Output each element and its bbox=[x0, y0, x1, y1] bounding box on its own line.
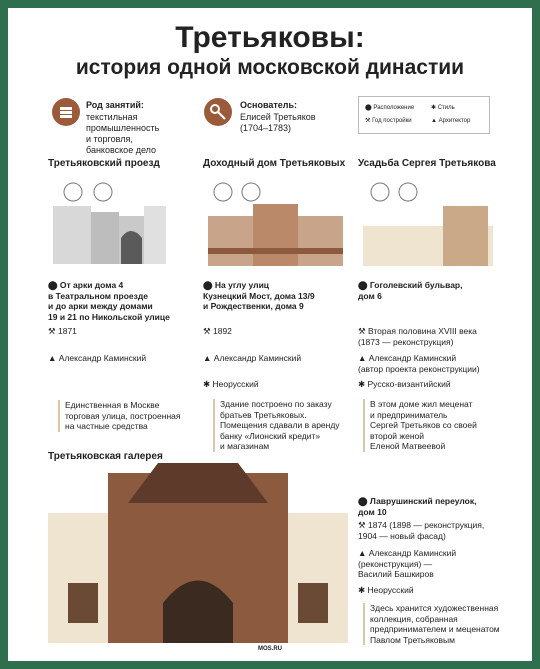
occupation-text: текстильная промышленность и торговля, банковское дело bbox=[86, 112, 160, 155]
occupation-heading: Род занятий: bbox=[86, 100, 144, 110]
hammer-icon: ⚒ bbox=[48, 326, 56, 336]
gallery-architect: ▲ Александр Каминский (реконструкция) — Василий Башкиров bbox=[358, 548, 457, 579]
col2-note: Здание построено по заказу братьев Третьяковых. Помещения сдавали в аренду банку «Лионский кредит» и магазинам bbox=[213, 399, 340, 452]
col1-year: ⚒ 1871 bbox=[48, 326, 77, 336]
col2-architect: ▲ Александр Каминский bbox=[203, 353, 302, 363]
hammer-icon: ⚒ bbox=[358, 520, 366, 530]
person-icon: ▲ bbox=[48, 353, 57, 363]
pin-icon: ⬤ bbox=[48, 280, 58, 290]
col3-architect: ▲ Александр Каминский (автор проекта реконструкции) bbox=[358, 353, 480, 374]
col1-note: Единственная в Москве торговая улица, построенная на частные средства bbox=[58, 400, 180, 432]
infographic bbox=[8, 8, 532, 661]
hammer-icon: ⚒ bbox=[358, 326, 366, 336]
col3-location: ⬤ Гоголевский бульвар, дом 6 bbox=[358, 280, 463, 301]
col2-year: ⚒ 1892 bbox=[203, 326, 232, 336]
page-title: Третьяковы: bbox=[175, 21, 365, 54]
pin-icon: ⬤ bbox=[203, 280, 213, 290]
star-icon: ✱ bbox=[431, 105, 437, 111]
star-icon: ✱ bbox=[358, 585, 366, 595]
legend-location: ⬤ Расположение bbox=[365, 105, 415, 111]
gallery-location: ⬤ Лаврушинский переулок, дом 10 bbox=[358, 496, 477, 517]
person-icon: ▲ bbox=[358, 353, 367, 363]
key-icon bbox=[204, 98, 232, 126]
person-icon: ▲ bbox=[358, 548, 367, 558]
pin-icon: ⬤ bbox=[358, 496, 368, 506]
col2-title: Доходный дом Третьяковых bbox=[203, 158, 346, 169]
col3-note: В этом доме жил меценат и предприниматель Сергей Третьяков со своей второй женой Еленой Матвеевой bbox=[363, 399, 477, 452]
gallery-title: Третьяковская галерея bbox=[48, 451, 163, 462]
gallery-year: ⚒ 1874 (1898 — реконструкция, 1904 — новый фасад) bbox=[358, 520, 485, 541]
founder-heading: Основатель: bbox=[240, 100, 298, 110]
col2-location: ⬤ На углу улиц Кузнецкий Мост, дома 13/9 и Рождественки, дома 9 bbox=[203, 280, 315, 311]
col1-title: Третьяковский проезд bbox=[48, 158, 160, 169]
col2-style: ✱ Неорусский bbox=[203, 379, 259, 389]
hammer-icon: ⚒ bbox=[365, 118, 371, 124]
person-icon: ▲ bbox=[203, 353, 212, 363]
col3-title: Усадьба Сергея Третьякова bbox=[358, 158, 496, 169]
col1-architect: ▲ Александр Каминский bbox=[48, 353, 147, 363]
legend-architect: ▲ Архитектор bbox=[431, 118, 471, 124]
star-icon: ✱ bbox=[358, 379, 366, 389]
col3-illustration bbox=[358, 176, 498, 268]
pin-icon: ⬤ bbox=[358, 280, 368, 290]
founder-text: Елисей Третьяков (1704–1783) bbox=[240, 112, 316, 133]
gallery-illustration bbox=[48, 463, 348, 643]
star-icon: ✱ bbox=[203, 379, 211, 389]
money-stack-icon bbox=[52, 98, 80, 126]
legend-year: ⚒ Год постройки bbox=[365, 118, 412, 124]
pin-icon: ⬤ bbox=[365, 105, 372, 111]
hammer-icon: ⚒ bbox=[203, 326, 211, 336]
footer-brand: MOS.RU bbox=[258, 646, 282, 652]
gallery-note: Здесь хранится художественная коллекция, собранная предпринимателем и меценатом Павлом Третьяковым bbox=[363, 603, 500, 645]
col3-year: ⚒ Вторая половина XVIII века (1873 — реконструкция) bbox=[358, 326, 477, 347]
gallery-style: ✱ Неорусский bbox=[358, 585, 414, 595]
legend-style: ✱ Стиль bbox=[431, 105, 455, 111]
person-icon: ▲ bbox=[431, 118, 437, 124]
col1-illustration bbox=[48, 176, 168, 268]
col3-style: ✱ Русско-византийский bbox=[358, 379, 451, 389]
col2-illustration bbox=[203, 176, 348, 268]
col1-location: ⬤ От арки дома 4 в Театральном проезде и до арки между домами 19 и 21 по Никольской улице bbox=[48, 280, 170, 322]
page-subtitle: история одной московской династии bbox=[75, 56, 465, 79]
legend bbox=[358, 96, 490, 134]
